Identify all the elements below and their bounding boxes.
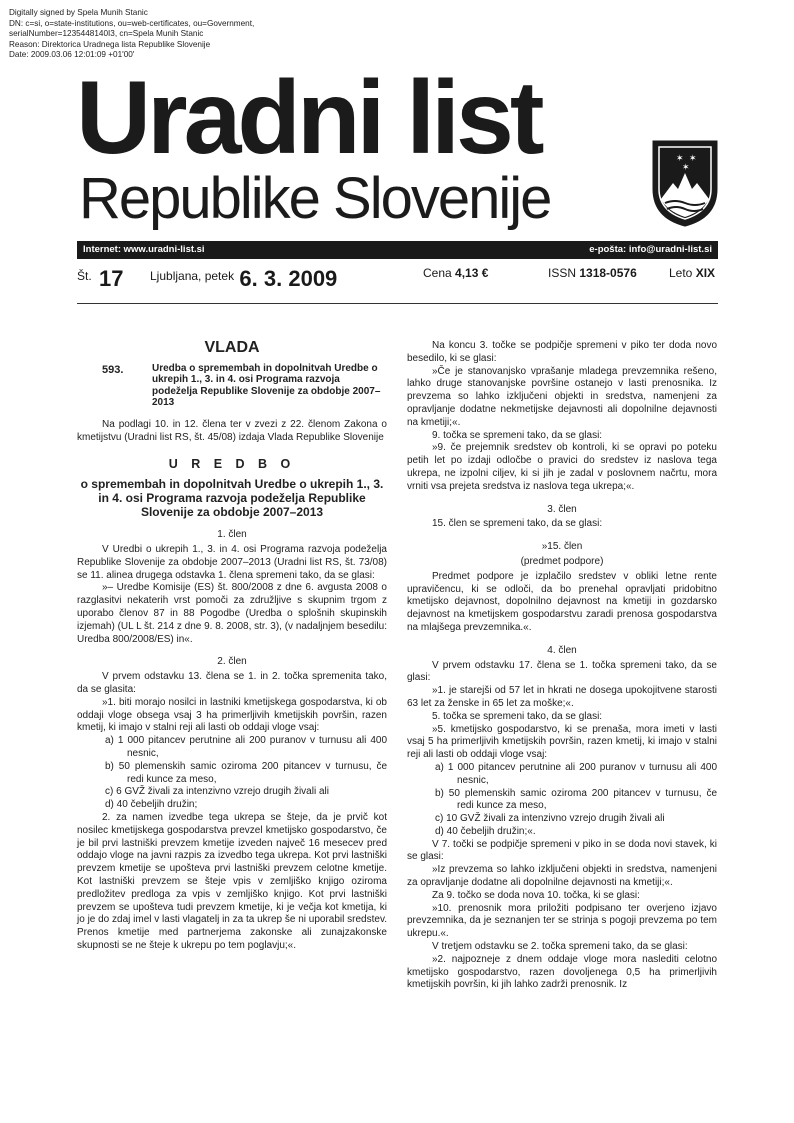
paragraph: V 7. točki se podpičje spremeni v piko in se doda novi stavek, ki se glasi: [407,838,717,863]
issue-number [77,266,124,292]
paragraph: »1. biti morajo nosilci in lastniki kmetijskega gospodarstva, ki ob oddaji vloge obsega vsaj 3 ha primerljivih kmetijskih površin, razen kmetij, ki imajo v stalni reji ali lasti ob oddaji vloge vsaj: [77,696,387,734]
paragraph: Predmet podpore je izplačilo sredstev v obliki letne rente upravičencu, ki se odloči, da bo prenehal opravljati pridobitno kmetijsko dejavnost, dopolnilno dejavnost na kmetiji in gozdarsko dejavnost na kmetijskem gospodarstvu zaradi prenosa gospodarstva na mlajšega prevzemnika.«. [407,570,717,633]
email-link[interactable]: e-pošta: info@uradni-list.si [589,244,712,255]
article-heading: 1. člen [217,529,247,541]
uredbo-heading: U R E D B O [168,457,296,472]
article-heading: 3. člen [547,503,577,515]
paragraph: »1. je starejši od 57 let in hkrati ne dosega upokojitvene starosti 63 let za ženske in 65 let za moške;«. [407,685,717,709]
issn-value: 1318-0576 [579,266,637,280]
paragraph: »– Uredbe Komisije (ES) št. 800/2008 z dne 6. avgusta 2008 o razglasitvi nekaterih vrst pomoči za združljive s skupnim trgom z uporabo členov 87 in 88 Pogodbe (Uredba o splošnih skupinskih izjemah) (UL L št. 214 z dne 9. 8. 2008, str. 3), (v nadaljnjem besedilu: Uredba 800/2008/ES) in«. [77,582,387,645]
paragraph: V tretjem odstavku se 2. točka spremeni tako, da se glasi: [432,941,688,953]
signature-line: Digitally signed by Spela Munih Stanic [9,8,148,17]
paragraph: V prvem odstavku 13. člena se 1. in 2. točka spremenita tako, da se glasita: [77,671,387,695]
paragraph: »10. prenosnik mora priložiti podpisano ter overjeno izjavo prevzemnika, da je seznanjen ter se strinja s pogoji prevzema po tem ukrepu.«. [407,902,717,940]
list-item: a) 1 000 pitancev perutnine ali 200 puranov v turnusu ali 400 nesnic, [435,761,717,786]
signature-line: DN: c=si, o=state-institutions, ou=web-certificates, ou=Government, [9,18,255,28]
internet-link[interactable]: Internet: www.uradni-list.si [83,244,205,255]
article-heading: 2. člen [217,656,247,668]
paragraph: »9. če prejemnik sredstev ob kontroli, ki se opravi po poteku petih let po izdaji odločbe o pravici do sredstev iz naslova tega ukrepa, ne izpolni ciljev, ki si jih je zadal v poslovnem načrtu, mora vrniti vsa prejeta sredstva iz naslova tega ukrepa;«. [407,442,717,492]
list-item: d) 40 čebeljih družin; [105,799,198,811]
decree-title: Uredba o spremembah in dopolnitvah Uredbe o ukrepih 1., 3. in 4. osi Programa razvoja podeželja Republike Slovenije za obdobje 2007–2013 [152,362,381,409]
paragraph: Za 9. točko se doda nova 10. točka, ki se glasi: [432,889,640,901]
paragraph: 2. za namen izvedbe tega ukrepa se šteje, da je prvič kot nosilec kmetijskega gospodarstva prevzel kmetijsko gospodarstvo, če je bil prvi lastniški prevzem kmetije izveden največ 16 mesecev pred oddajo vloge na javni razpis za izvedbo tega ukrepa. Kot prvi lastniški prevzem kmetije se upošteva prvi lastniški prevzem celotne kmetije. Kot lastniški prevzem se šteje vpis v zemljiško knjigo oziroma predložitev predloga za vpis v zemljiško knjigo. Kot prvi lastniški prevzem se upošteva tudi prevzem kmetije, ki je večja kot kmetija, ki jo je do zdaj imel v lasti vlagatelj in za ta ukrep še ni uporabil sredstev. Prenos kmetije med partnerjema zakonske ali zunajzakonske skupnosti se ne šteje k ukrepu po tem poglavju;«. [77,811,387,951]
paragraph: 9. točka se spremeni tako, da se glasi: [432,429,603,441]
price-value: 4,13 € [455,266,489,280]
list-item: c) 10 GVŽ živali za intenzivno vzrejo drugih živali ali [435,813,665,825]
decree-header [77,363,387,409]
paragraph: »Iz prevzema so lahko izključeni objekti in sredstva, namenjeni za opravljanje dodatne ali dopolnilne dejavnosti na kmetiji;«. [407,864,717,889]
list-item: c) 6 GVŽ živali za intenzivno vzrejo drugih živali ali [105,786,329,798]
year-label: Leto [669,266,693,280]
uredbo-subtitle: o spremembah in dopolnitvah Uredbe o ukrepih 1., 3. in 4. osi Programa razvoja podeželja Republike Slovenije za obdobje 2007–2013 [80,477,384,520]
issue-number-value: 17 [99,266,124,291]
masthead-contact-bar [77,241,718,259]
paragraph: »Če je stanovanjsko vprašanje mladega prevzemnika rešeno, lahko druge stanovanjske površine ostanejo v lasti prenosnika. Iz prevzema so lahko izključeni objekti in sredstva, namenjeni za opravljanje dodatne nekmetijske dejavnosti ali dopolnilne dejavnosti na kmetiji;«. [407,365,717,428]
list-item: b) 50 plemenskih samic oziroma 200 pitancev v turnusu, če redi kunce za meso, [435,787,717,812]
paragraph: »2. najpozneje z dnem oddaje vloge mora naslediti celotno kmetijsko gospodarstvo, razen dovoljenega 0,5 ha primerljivih kmetijskih površin, ki jih lahko zadrži prenosnik. Iz [407,953,717,991]
issue-price [423,266,488,292]
svg-text:✶: ✶ [682,163,690,173]
list-item: a) 1 000 pitancev perutnine ali 200 puranov v turnusu ali 400 nesnic, [105,735,387,759]
decree-number: 593. [102,363,124,376]
list-item: d) 40 čebeljih družin;«. [435,825,536,837]
right-column [407,340,717,992]
signature-line: Reason: Direktorica Uradnega lista Republike Slovenije [9,39,211,49]
slovenia-coat-of-arms-icon [651,139,719,227]
issue-date: 6. 3. 2009 [239,266,338,291]
masthead-title: Uradni list [76,60,541,176]
issn-label: ISSN [548,266,577,280]
paragraph: V Uredbi o ukrepih 1., 3. in 4. osi Programa razvoja podeželja Republike Slovenije za obdobje 2007–2013 (Uradni list RS, št. 73/08) se 11. alinea drugega odstavka 1. člena spremeni tako, da se glasi: [77,543,387,581]
issue-place-date [150,266,337,292]
paragraph: Na podlagi 10. in 12. člena ter v zvezi z 22. členom Zakona o kmetijstvu (Uradni list RS, št. 45/08) izdaja Vlada Republike Slovenije [77,418,387,443]
issue-year [669,266,715,292]
paragraph: V prvem odstavku 17. člena se 1. točka spremeni tako, da se glasi: [407,659,717,684]
article-subject: (predmet podpore) [520,555,604,567]
svg-text:✶: ✶ [689,154,697,164]
paragraph: Na koncu 3. točke se podpičje spremeni v piko ter doda novo besedilo, ki se glasi: [407,340,717,364]
svg-text:✶: ✶ [676,154,684,164]
signature-line: serialNumber=1235448140I3, cn=Spela Munih Stanic [9,29,204,39]
year-value: XIX [695,266,716,280]
article-heading: »15. člen [541,541,583,553]
price-label: Cena [423,266,452,280]
article-heading: 4. člen [547,644,577,656]
section-heading: VLADA [204,339,260,356]
masthead-subtitle: Republike Slovenije [79,166,551,231]
digital-signature-block [9,8,254,61]
issue-number-label: Št. [77,269,92,283]
signature-line: Date: 2009.03.06 12:01:09 +01'00' [9,50,135,60]
list-item: b) 50 plemenskih samic oziroma 200 pitancev v turnusu, če redi kunce za meso, [105,760,387,785]
paragraph: 5. točka se spremeni tako, da se glasi: [432,710,603,722]
left-column [77,340,387,953]
paragraph: »5. kmetijsko gospodarstvo, ki se prenaša, mora imeti v lasti vsaj 5 ha primerljivih kmetijskih površin, razen kmetij, ki imajo v stalni reji ali lasti ob oddaji vloge vsaj: [407,723,717,761]
paragraph: 15. člen se spremeni tako, da se glasi: [432,518,603,530]
issue-place-day: Ljubljana, petek [150,269,235,283]
issue-issn [548,266,637,292]
header-divider [77,303,718,304]
